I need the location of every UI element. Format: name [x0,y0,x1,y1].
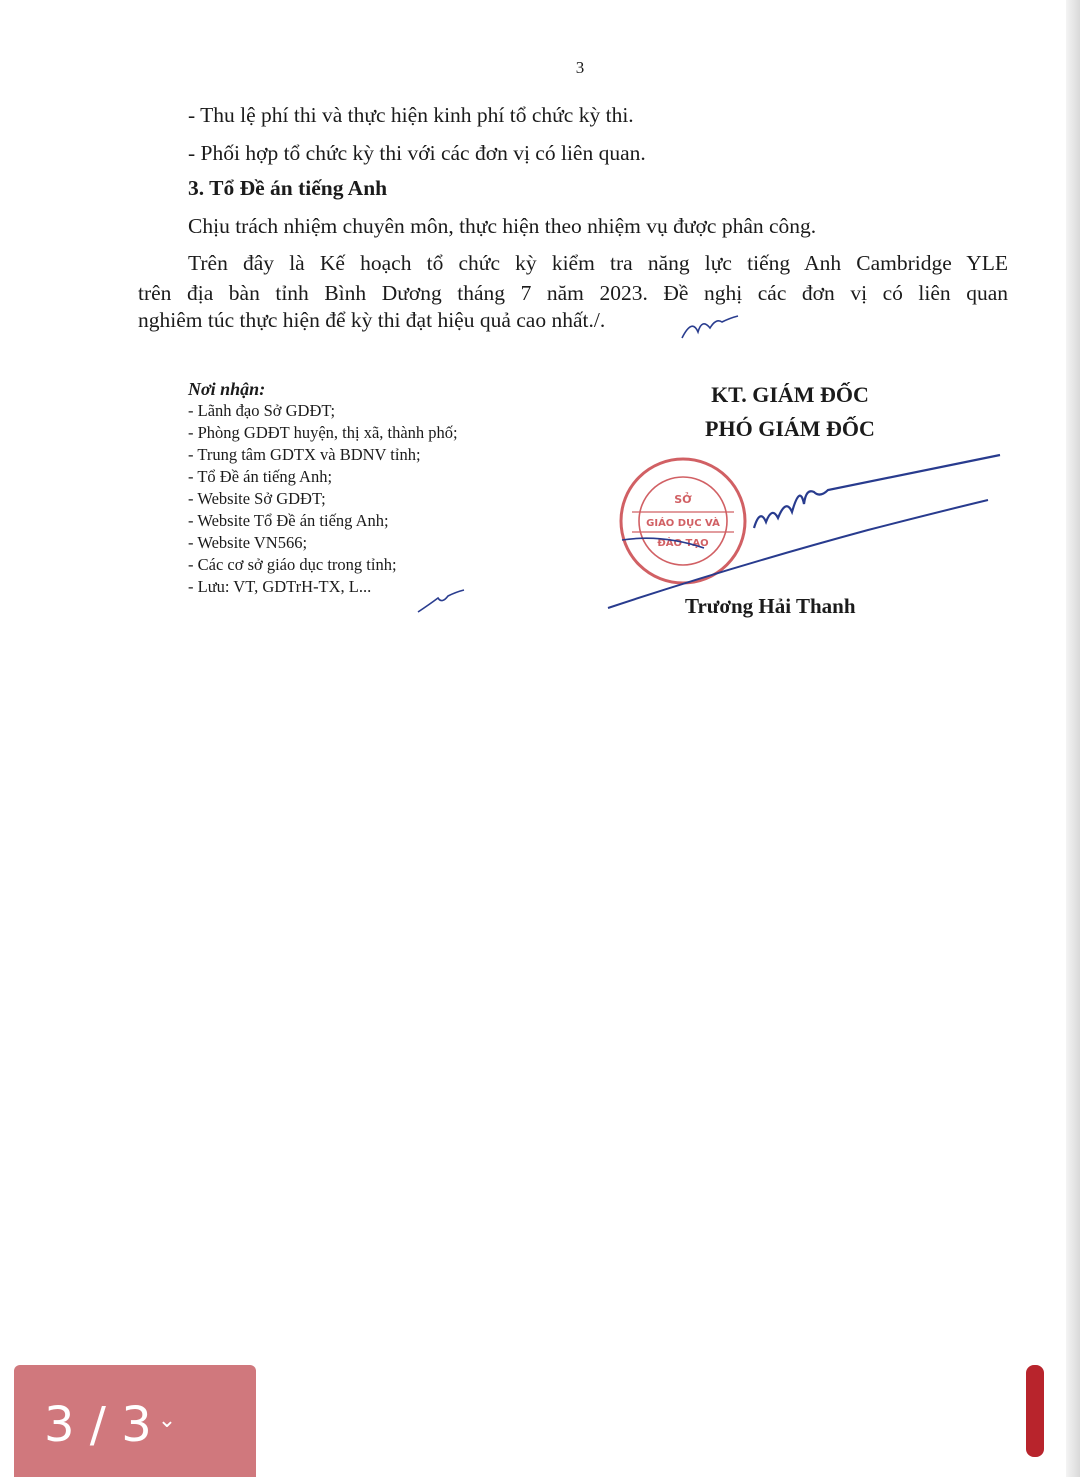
chevron-down-icon[interactable]: ⌄ [157,1408,177,1433]
recipient-item: - Website VN566; [188,533,308,552]
svg-text:SỞ: SỞ [674,493,692,506]
closing-paragraph-line-2: trên địa bàn tỉnh Bình Dương tháng 7 năm 2023. Đề nghị các đơn vị có liên quan [138,281,1008,305]
duty-line-coordinate: - Phối hợp tổ chức kỳ thi với các đơn vị có liên quan. [188,141,646,165]
initials-mark [418,590,464,612]
section-body: Chịu trách nhiệm chuyên môn, thực hiện theo nhiệm vụ được phân công. [188,214,817,238]
initials-mark [682,316,738,338]
svg-text:ĐÀO TẠO: ĐÀO TẠO [657,538,709,549]
recipient-item: - Phòng GDĐT huyện, thị xã, thành phố; [188,423,458,442]
page-indicator[interactable] [14,1365,256,1477]
recipient-item: - Tổ Đề án tiếng Anh; [188,467,333,486]
page-indicator-label: 3 / 3 [44,1397,152,1453]
recipient-item: - Các cơ sở giáo dục trong tỉnh; [188,555,397,574]
recipient-item: - Website Tổ Đề án tiếng Anh; [188,511,389,530]
svg-text:GIÁO DỤC VÀ: GIÁO DỤC VÀ [646,518,720,529]
section-heading: 3. Tổ Đề án tiếng Anh [188,176,388,200]
recipient-item: - Lãnh đạo Sở GDĐT; [188,401,336,420]
duty-line-fee: - Thu lệ phí thi và thực hiện kinh phí tổ chức kỳ thi. [188,103,634,127]
signature-title-line-1: KT. GIÁM ĐỐC [711,382,869,407]
closing-paragraph-line-3: nghiêm túc thực hiện để kỳ thi đạt hiệu quả cao nhất./. [138,308,606,332]
signer-name: Trương Hải Thanh [685,594,856,618]
page-number: 3 [575,58,585,77]
recipient-item: - Website Sở GDĐT; [188,489,326,508]
scrollbar-thumb[interactable] [1026,1365,1044,1457]
recipients-title: Nơi nhận: [188,379,266,399]
official-stamp [621,459,745,583]
recipient-item: - Trung tâm GDTX và BDNV tỉnh; [188,445,421,464]
closing-paragraph-line-1: Trên đây là Kế hoạch tổ chức kỳ kiểm tra năng lực tiếng Anh Cambridge YLE [188,251,1008,275]
recipient-item: - Lưu: VT, GDTrH-TX, L... [188,577,372,596]
signature-title-line-2: PHÓ GIÁM ĐỐC [705,416,875,441]
